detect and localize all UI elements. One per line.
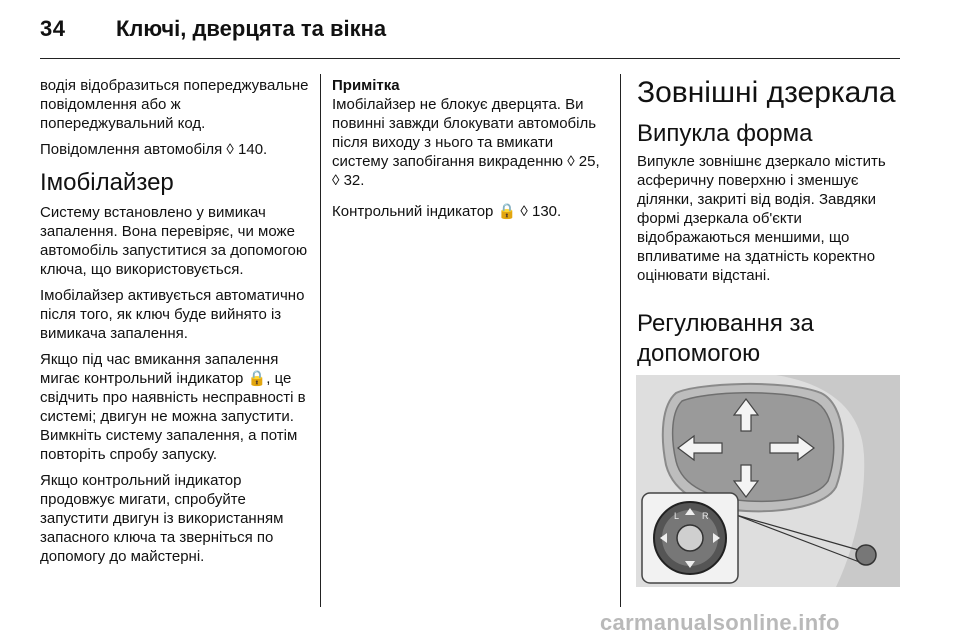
paragraph-continue: Якщо контрольний індикатор продовжує мигати, спробуйте запустити двигун із використанням запасного ключа та зверніться по допомогу до майстерні.: [40, 472, 284, 565]
header-rule: [40, 58, 900, 59]
paragraph-convex: Випукле зовнішнє дзеркало містить асферичну поверхню і зменшує ділянки, закриті від водія. Завдяки формі дзеркала об'єкти відображаються меншими, що впливатиме на здатність коректно оцінювати відстані.: [637, 153, 886, 284]
switch-label-right: R: [702, 511, 709, 521]
page-header-title: Ключі, дверцята та вікна: [116, 16, 387, 41]
note-title: Примітка: [332, 77, 400, 94]
heading-electric-adjustment: Регулювання за допомогою: [637, 310, 814, 367]
paragraph-intro: водія відобразиться попереджувальне повідомлення або ж попереджувальний код.: [40, 77, 309, 132]
column-divider-2: [620, 74, 621, 607]
heading-convex-shape: Випукла форма: [637, 120, 813, 147]
paragraph-system: Систему встановлено у вимикач запалення. Вона перевіряє, чи може автомобіль запуститися за допомогою ключа, що використовується.: [40, 204, 308, 278]
paragraph-warning: Якщо під час вмикання запалення мигає контрольний індикатор 🔒, це свідчить про наявність несправності в системі; двигун не можна запустити. Вимкніть систему запалення, а потім повторіть спробу запуску.: [40, 351, 306, 463]
heading-immobilizer: Імобілайзер: [40, 169, 174, 196]
note-block: [332, 76, 608, 190]
paragraph-messages-ref: Повідомлення автомобіля ◊ 140.: [40, 141, 268, 158]
mirror-adjustment-illustration: [636, 375, 900, 587]
page-number: 34: [40, 16, 66, 41]
mirror-illustration-svg: [636, 375, 900, 587]
paragraph-activate: Імобілайзер активується автоматично після того, як ключ буде вийнято із вимикача запалення.: [40, 287, 305, 342]
heading-exterior-mirrors: Зовнішні дзеркала: [637, 76, 896, 109]
switch-label-left: L: [674, 511, 680, 521]
column-2: [332, 76, 608, 228]
paragraph-indicator-ref: Контрольний індикатор 🔒 ◊ 130.: [332, 203, 562, 220]
note-text: Імобілайзер не блокує дверцята. Ви повинні завжди блокувати автомобіль після виходу з нього та вмикати систему запобігання викраденню ◊ 25, ◊ 32.: [332, 96, 600, 189]
mirror-control-knob-icon: [856, 545, 876, 565]
column-divider-1: [320, 74, 321, 607]
column-1: [40, 76, 310, 573]
column-3: [637, 76, 907, 411]
watermark: carmanualsonline.info: [600, 610, 840, 635]
